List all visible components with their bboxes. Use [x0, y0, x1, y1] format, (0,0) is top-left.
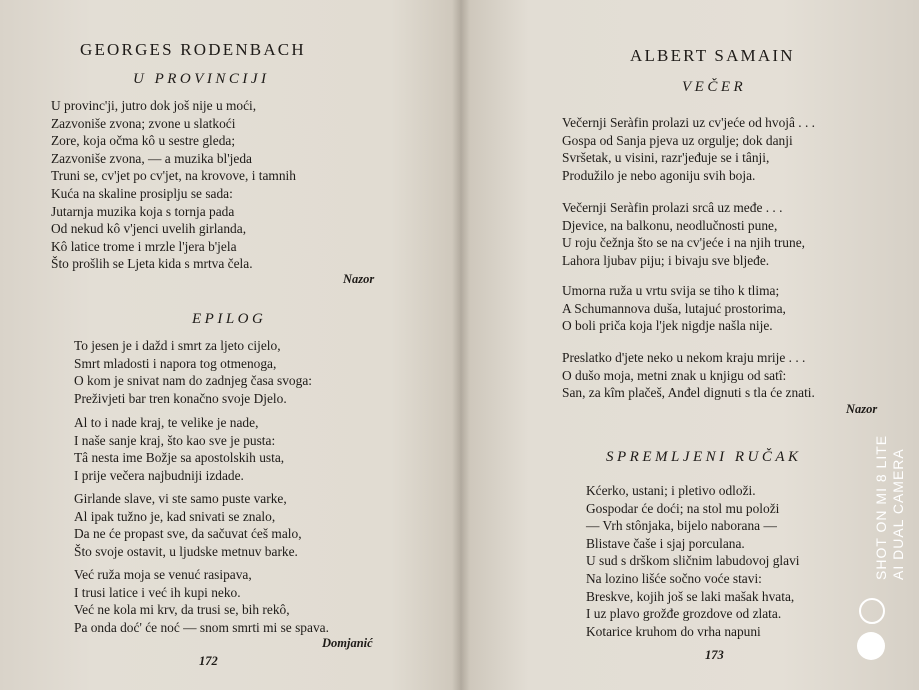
verse-line: I prije večera najbudniji izdade.: [74, 467, 244, 483]
verse-line: I trusi latice i već ih kupi neko.: [74, 584, 241, 600]
verse-line: Gospa od Sanja pjeva uz orgulje; dok danji: [562, 132, 793, 148]
left-poem1-body: [51, 97, 296, 273]
verse-line: Zazvoniše zvona, — a muzika bl'jeda: [51, 150, 252, 166]
right-author: ALBERT SAMAIN: [630, 46, 795, 65]
verse-line: Zore, koja očma kô u sestre gleda;: [51, 133, 236, 149]
left-poem2-stanza-4: [74, 566, 329, 636]
right-poem1-stanza-4: [562, 349, 815, 402]
left-author: GEORGES RODENBACH: [80, 40, 306, 59]
verse-line: O boli priča koja l'jek nigdje našla nije.: [562, 318, 773, 334]
right-poem1-stanza-1: [562, 114, 815, 184]
watermark-dot-icon: [857, 632, 885, 660]
verse-line: Pa onda doć' će noć — snom smrti mi se spava.: [74, 619, 329, 635]
left-poem2-stanza-1: [74, 337, 312, 407]
watermark-line-1: SHOT ON MI 8 LITE: [873, 434, 889, 580]
left-poem2-stanza-3: [74, 490, 302, 560]
book-gutter: [452, 0, 470, 690]
verse-line: Truni se, cv'jet po cv'jet, na krovove, i tamnih: [51, 168, 296, 184]
left-poem2-translator: Domjanić: [322, 636, 373, 650]
verse-line: Lahora ljubav piju; i bivaju sve bljeđe.: [562, 252, 770, 268]
verse-line: Što prošlih se Ljeta kida s mrtva čela.: [51, 256, 253, 272]
verse-line: Djevice, na balkonu, neodlučnosti pune,: [562, 217, 778, 233]
verse-line: Od nekud kô v'jenci uvelih girlanda,: [51, 221, 247, 237]
left-page-number: 172: [199, 654, 218, 668]
verse-line: Smrt mladosti i napora tog otmenoga,: [74, 355, 277, 371]
verse-line: Umorna ruža u vrtu svija se tiho k tlima;: [562, 283, 780, 298]
left-poem2-title: EPILOG: [192, 311, 267, 327]
verse-line: Al to i nade kraj, te velike je nade,: [74, 415, 259, 430]
verse-line: Kotarice kruhom do vrha napuni: [586, 623, 761, 639]
verse-line: To jesen je i dažd i smrt za ljeto cijelo,: [74, 338, 281, 353]
right-poem1-stanza-3: [562, 282, 786, 335]
right-poem1-title: VEČER: [682, 79, 747, 95]
verse-line: Svršetak, u visini, razr'jeđuje se i tânji,: [562, 150, 770, 166]
verse-line: Preslatko d'jete neko u nekom kraju mrije . . .: [562, 350, 806, 365]
right-page-number: 173: [705, 648, 724, 662]
verse-line: Blistave čaše i sjaj porculana.: [586, 535, 745, 551]
verse-line: Da ne će propast sve, da sačuvat ćeš malo,: [74, 526, 302, 542]
verse-line: I naše sanje kraj, što kao sve je pusta:: [74, 432, 276, 448]
verse-line: Kô latice trome i mrzle l'jera b'jela: [51, 238, 237, 254]
verse-line: Tâ nesta ime Božje sa apostolskih usta,: [74, 450, 285, 466]
verse-line: Već ruža moja se venuć rasipava,: [74, 567, 252, 582]
verse-line: Gospodar će doći; na stol mu položi: [586, 500, 780, 516]
right-poem2-title: SPREMLJENI RUČAK: [606, 449, 802, 465]
left-poem2-stanza-2: [74, 414, 284, 484]
verse-line: O dušo moja, metni znak u knjigu od satî:: [562, 367, 787, 383]
camera-watermark: [853, 420, 906, 670]
verse-line: O kom je snivat nam do zadnjeg časa svoga:: [74, 373, 312, 389]
verse-line: Preživjeti bar tren konačno svoje Djelo.: [74, 390, 287, 406]
verse-line: Večernji Seràfin prolazi uz cv'jeće od hvojâ . . .: [562, 115, 816, 130]
watermark-line-2: AI DUAL CAMERA: [890, 448, 906, 580]
verse-line: U provinc'ji, jutro dok još nije u moći,: [51, 98, 257, 113]
verse-line: Jutarnja muzika koja s tornja pada: [51, 203, 235, 219]
verse-line: Al ipak tužno je, kad snivati se znalo,: [74, 508, 276, 524]
verse-line: San, za kîm plačeš, Anđel dignuti s tla će znati.: [562, 385, 815, 401]
watermark-text: [873, 435, 907, 580]
verse-line: — Vrh stônjaka, bijelo naborana —: [586, 518, 777, 534]
left-poem1-translator: Nazor: [343, 272, 375, 286]
verse-line: I uz plavo grožđe grozdove od zlata.: [586, 606, 782, 622]
verse-line: A Schumannova duša, lutajuć prostorima,: [562, 300, 786, 316]
watermark-ring-icon: [859, 598, 885, 624]
verse-line: U sud s drškom sličnim labudovoj glavi: [586, 553, 800, 569]
verse-line: Zazvoniše zvona; zvone u slatkoći: [51, 115, 236, 131]
verse-line: Girlande slave, vi ste samo puste varke,: [74, 491, 287, 506]
verse-line: Kuća na skaline prosiplju se sada:: [51, 185, 233, 201]
verse-line: Kćerko, ustani; i pletivo odloži.: [586, 483, 756, 498]
right-poem2-body: [586, 482, 800, 640]
verse-line: Što svoje ostavit, u ljudske metnuv barke.: [74, 543, 298, 559]
verse-line: Na lozino lišće sočno voće stavi:: [586, 570, 762, 586]
verse-line: U roju čežnja što se na cv'jeće i na njih trune,: [562, 235, 805, 251]
left-poem1-title: U PROVINCIJI: [133, 71, 270, 87]
verse-line: Breskve, kojih još se laki mašak hvata,: [586, 588, 795, 604]
right-poem1-stanza-2: [562, 199, 805, 269]
verse-line: Produžilo je nebo agoniju svih boja.: [562, 167, 756, 183]
verse-line: Već ne kola mi krv, da trusi se, bih rekô,: [74, 602, 290, 618]
verse-line: Večernji Seràfin prolazi srcâ uz međe . . .: [562, 200, 783, 215]
right-poem1-translator: Nazor: [846, 402, 878, 416]
